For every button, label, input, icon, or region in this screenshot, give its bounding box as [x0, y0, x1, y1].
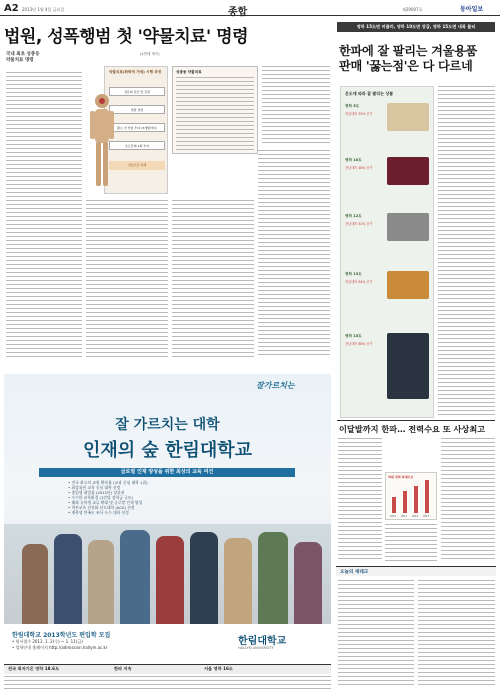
chart-bar [392, 497, 396, 513]
diagram-note: 성호르몬 억제 [109, 161, 165, 170]
ad-points-list [68, 480, 148, 515]
graphic-item [345, 271, 431, 301]
bottom-strip-item: 전국 최저기온 영하 18.6도 [8, 666, 60, 671]
ad-footer-line: • 원서접수 2013. 1. 2(수) ~ 1. 11(금) [12, 639, 83, 644]
power-article-col-1 [338, 438, 382, 562]
hallym-university-ad[interactable] [4, 374, 331, 664]
today-finance-header [336, 566, 496, 576]
gloves-image [387, 157, 429, 185]
graphic-title: 온도에 따라 잘 팔리는 상품 [345, 91, 394, 96]
graphic-item [345, 103, 431, 133]
ad-point: • 해외 유학생 교류 확대 및 글로벌 인재 양성 [68, 500, 143, 505]
section-title: 종합 [228, 7, 248, 18]
right-topbar [337, 22, 495, 32]
page-header [0, 0, 500, 16]
student-figure [54, 534, 82, 624]
diagram-step-2: 법원 결정 [109, 105, 165, 114]
ad-banner-text: 글로벌 인재 양성을 위한 최상의 교육 여건 [120, 469, 214, 475]
diagram-step-3: 출소 전 약물 투여 (3개월마다) [109, 123, 165, 132]
graphic-item-temp: 영하 13도 [345, 272, 362, 276]
diagram-step-4: 호르몬제 1회 투여 [109, 141, 165, 150]
graphic-item-temp: 영하 5도 [345, 104, 360, 108]
graphic-item-pct: 전년대비 35% 증가 [345, 112, 373, 116]
article-subheads [6, 52, 40, 64]
winter-goods-graphic [340, 86, 434, 418]
ad-point: • 학부교육 선진화 선도대학 (ACE) 선정 [68, 505, 135, 510]
right-headline-line-2: 판매 '꿇는점'은 다 다르네 [339, 59, 473, 73]
chart-x-label: 2012 [412, 515, 419, 518]
ad-point: • 재학생 만족도 조사 우수 대학 선정 [68, 510, 129, 515]
info-box-title: 성충동 약물치료 [176, 70, 202, 74]
chart-bar [425, 480, 429, 513]
article-text-col-1 [6, 72, 82, 358]
finance-col-1 [338, 580, 414, 688]
bottom-strip-item: 한파 지속 [114, 666, 132, 671]
graphic-item-temp: 영하 15도 [345, 334, 362, 338]
power-article-col-3 [441, 438, 495, 562]
ad-corner-mark: 잘가르치는 [256, 381, 295, 390]
hallym-logo: 한림대학교 [238, 636, 287, 647]
newspaper-logo: 동아일보 [460, 6, 484, 13]
bottom-news-strip [4, 664, 331, 674]
article-headline: 법원, 성폭행범 첫 '약물치료' 명령 [4, 27, 249, 47]
power-article-col-2 [385, 524, 437, 562]
subhead-1: 국내 최초 성충동 [6, 52, 40, 57]
chart-x-label: 2011 [401, 515, 408, 518]
graphic-item [345, 213, 431, 243]
power-demand-section [337, 420, 495, 434]
article-text-col-2 [86, 200, 168, 358]
issue-number: 제29007호 [402, 7, 423, 12]
student-figure [190, 532, 218, 624]
student-figure [224, 538, 252, 624]
student-figure [294, 542, 322, 624]
chart-title: 역대 전력 최대수요 [388, 475, 414, 479]
hallym-logo-en: HALLYM UNIVERSITY [238, 646, 274, 650]
student-figure [22, 544, 48, 624]
ad-point: • 우수한 교육환경 (1인당 장학금 규모) [68, 495, 134, 500]
article-sidebar-text [262, 66, 330, 146]
chart-bar [403, 491, 407, 513]
today-finance-title: 오늘의 재테크 [340, 570, 369, 575]
graphic-item-temp: 영하 12도 [345, 214, 362, 218]
diagram-step-1: 전문의 진단 및 감정 [109, 87, 165, 96]
article-text-col-4 [258, 150, 330, 358]
muffler-image [387, 103, 429, 131]
diagram-title: 약물치료(화학적 거세) 시행 과정 [109, 70, 162, 74]
info-box-text [176, 77, 254, 151]
ad-headline-1: 잘 가르치는 대학 [115, 417, 220, 433]
issue-date: 2013년 1월 4일 금요일 [22, 7, 65, 12]
ad-banner-bar [39, 468, 295, 477]
ad-footer-link[interactable]: • 입학안내 홈페이지 http://admission.hallym.ac.kr [12, 645, 108, 650]
ad-headline-2: 인재의 숲 한림대학교 [82, 440, 253, 461]
finance-col-2 [418, 580, 495, 688]
graphic-item [345, 157, 431, 187]
chart-x-label: 2010 [390, 515, 397, 518]
graphic-item-pct: 전년대비 86% 증가 [345, 342, 373, 346]
bottom-strip-text [4, 676, 331, 690]
ad-footer-title: 한림대학교 2013학년도 편입학 모집 [12, 632, 111, 639]
chart-bar [414, 486, 418, 513]
bottom-strip-item: 서울 영하 16도 [204, 666, 233, 671]
byline: (4면에 계속) [140, 52, 160, 56]
student-figure [120, 530, 150, 624]
right-headline [339, 44, 477, 74]
subhead-2: 약물치료 명령 [6, 58, 34, 63]
power-demand-headline: 이달발까지 한파… 전력수요 또 사상최고 [339, 424, 486, 434]
ad-point: • 졸업생 취업률 (2012년) 상위권 [68, 490, 125, 495]
ad-point: • 전국 최고의 교원 확보율 (교과 중심 대학 1위) [68, 480, 148, 485]
student-figure [156, 536, 184, 624]
thermal-underwear-image [387, 333, 429, 399]
chart-x-label: 2013 [423, 515, 430, 518]
power-demand-chart [385, 472, 437, 520]
ad-point: • 최상위권 교육 중심 대학 선정 [68, 485, 121, 490]
hot-pack-image [387, 271, 429, 299]
right-article-text [438, 86, 495, 416]
graphic-item [345, 333, 431, 403]
graphic-item-pct: 전년대비 52% 증가 [345, 222, 373, 226]
article-text-col-3 [172, 200, 254, 358]
student-figure [258, 532, 288, 624]
ad-footer-lines [12, 639, 108, 651]
students-photo [4, 524, 331, 624]
topbar-text: 영하 15도면 머플러, 영하 10도면 장갑, 영하 15도면 내복 불티 [356, 24, 476, 29]
page-number: A2 [4, 3, 19, 14]
right-headline-line-1: 한파에 잘 팔리는 겨울용품 [339, 44, 478, 58]
graphic-item-pct: 전년대비 64% 증가 [345, 280, 373, 284]
ad-footer [4, 624, 331, 664]
graphic-item-temp: 영하 10도 [345, 158, 362, 162]
graphic-item-pct: 전년대비 48% 증가 [345, 166, 373, 170]
student-figure [88, 540, 114, 624]
human-body-figure [88, 92, 116, 190]
info-box [172, 66, 258, 154]
heater-image [387, 213, 429, 241]
